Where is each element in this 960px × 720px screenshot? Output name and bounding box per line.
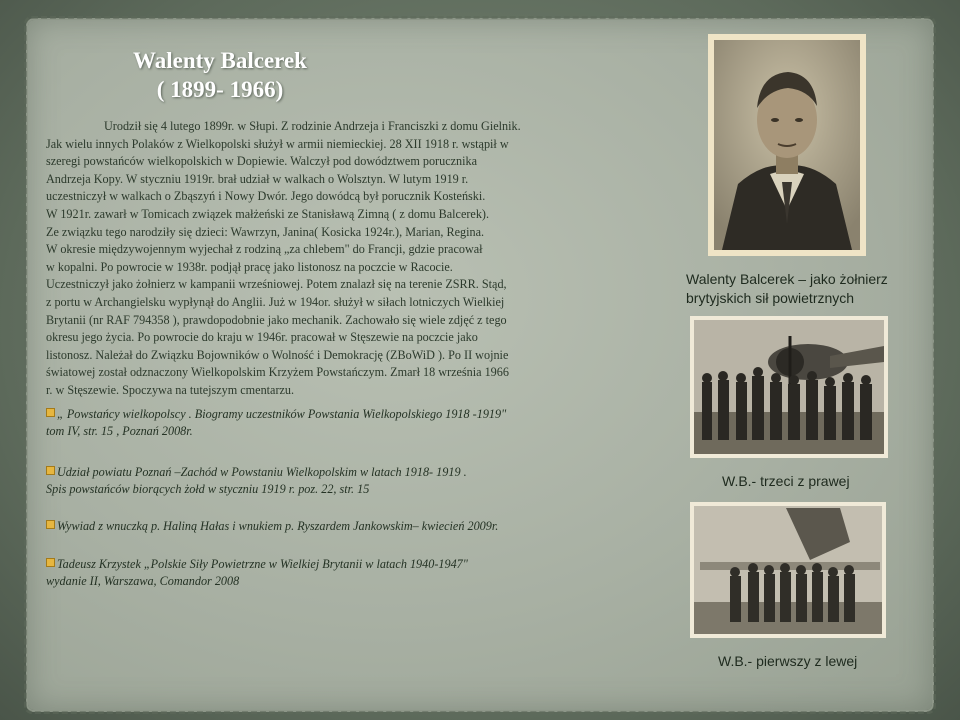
reference-line: Spis powstańców biorących żołd w styczniu 1919 r. poz. 22, str. 15 <box>46 482 370 496</box>
group-photo-plane <box>690 316 888 458</box>
square-bullet-icon <box>46 408 55 417</box>
bio-line: Urodził się 4 lutego 1899r. w Słupi. Z rodzinie Andrzeja i Franciszki z domu Gielnik. <box>104 119 521 133</box>
reference-item <box>46 518 606 535</box>
page-title <box>100 46 340 104</box>
reference-line <box>46 464 606 481</box>
reference-item <box>46 556 606 590</box>
bio-line: Brytanii (nr RAF 794358 ), prawdopodobnie jako mechanik. Zachowało się wiele zdjęć z tego <box>46 312 507 327</box>
reference-line: wydanie II, Warszawa, Comandor 2008 <box>46 574 240 588</box>
title-name: Walenty Balcerek <box>133 48 307 73</box>
bio-line: szeregi powstańców wielkopolskich w Dopiewie. Walczył pod dowództwem porucznika <box>46 154 477 169</box>
bio-line: uczestniczył w walkach o Zbąszyń i Nowy Dwór. Jego dowódcą był porucznik Kosteński. <box>46 189 486 204</box>
reference-text: Tadeusz Krzystek „Polskie Siły Powietrzne w Wielkiej Brytanii w latach 1940-1947" <box>57 557 468 571</box>
bio-line: W 1921r. zawarł w Tomicach związek małżeński ze Stanisławą Zimną ( z domu Balcerek). <box>46 206 490 221</box>
reference-text: Udział powiatu Poznań –Zachód w Powstaniu Wielkopolskim w latach 1918- 1919 . <box>57 465 467 479</box>
group-photo-field <box>690 502 886 638</box>
photo3-caption: W.B.- pierwszy z lewej <box>718 653 858 669</box>
reference-text: Wywiad z wnuczką p. Haliną Hałas i wnukiem p. Ryszardem Jankowskim– kwiecień 2009r. <box>57 519 499 533</box>
reference-item <box>46 406 606 440</box>
reference-line <box>46 406 606 423</box>
bio-line: Ze związku tego narodziły się dzieci: Wawrzyn, Janina( Kosicka 1924r.), Marian, Regina. <box>46 224 485 239</box>
bio-line: okresu jego życia. Po powrocie do kraju w 1946r. pracował w Stęszewie na poczcie jako <box>46 330 478 345</box>
portrait-photo <box>708 34 866 256</box>
square-bullet-icon <box>46 558 55 567</box>
bio-line: r. w Stęszewie. Spoczywa na tutejszym cmentarzu. <box>46 382 295 397</box>
bio-line: Andrzeja Kopy. W styczniu 1919r. brał udział w walkach o Wolsztyn. W lutym 1919 r. <box>46 171 469 186</box>
bio-line: Uczestniczył jako żołnierz w kampanii wrześniowej. Potem znalazł się na terenie ZSRR. Stąd, <box>46 277 507 292</box>
bio-line: światowej został odznaczony Wielkopolskim Krzyżem Powstańczym. Zmarł 18 września 1966 <box>46 365 509 380</box>
reference-line: tom IV, str. 15 , Poznań 2008r. <box>46 424 193 438</box>
bio-line: w kopalni. Po powrocie w 1938r. podjął pracę jako listonosz na poczcie w Racocie. <box>46 259 453 274</box>
square-bullet-icon <box>46 520 55 529</box>
reference-line <box>46 556 606 573</box>
square-bullet-icon <box>46 466 55 475</box>
bio-line: z portu w Archangielsku wypłynął do Anglii. Już w 194or. służył w siłach lotniczych Wielkiej <box>46 294 505 309</box>
bio-line: W okresie międzywojennym wyjechał z rodziną „za chlebem" do Francji, gdzie pracował <box>46 242 483 257</box>
reference-item <box>46 464 606 498</box>
biography-text <box>46 118 606 400</box>
reference-line <box>46 518 606 535</box>
bio-line: listonosz. Należał do Związku Bojowników o Wolność i Demokrację (ZBoWiD ). Po II wojnie <box>46 347 509 362</box>
portrait-caption: Walenty Balcerek – jako żołnierz brytyjskich sił powietrznych <box>686 271 888 306</box>
reference-text: „ Powstańcy wielkopolscy . Biogramy uczestników Powstania Wielkopolskiego 1918 -1919" <box>57 407 507 421</box>
title-dates: ( 1899- 1966) <box>156 77 284 102</box>
photo2-caption: W.B.- trzeci z prawej <box>722 473 850 489</box>
bio-line: Jak wielu innych Polaków z Wielkopolski służył w armii niemieckiej. 28 XII 1918 r. wstąpił w <box>46 136 509 151</box>
